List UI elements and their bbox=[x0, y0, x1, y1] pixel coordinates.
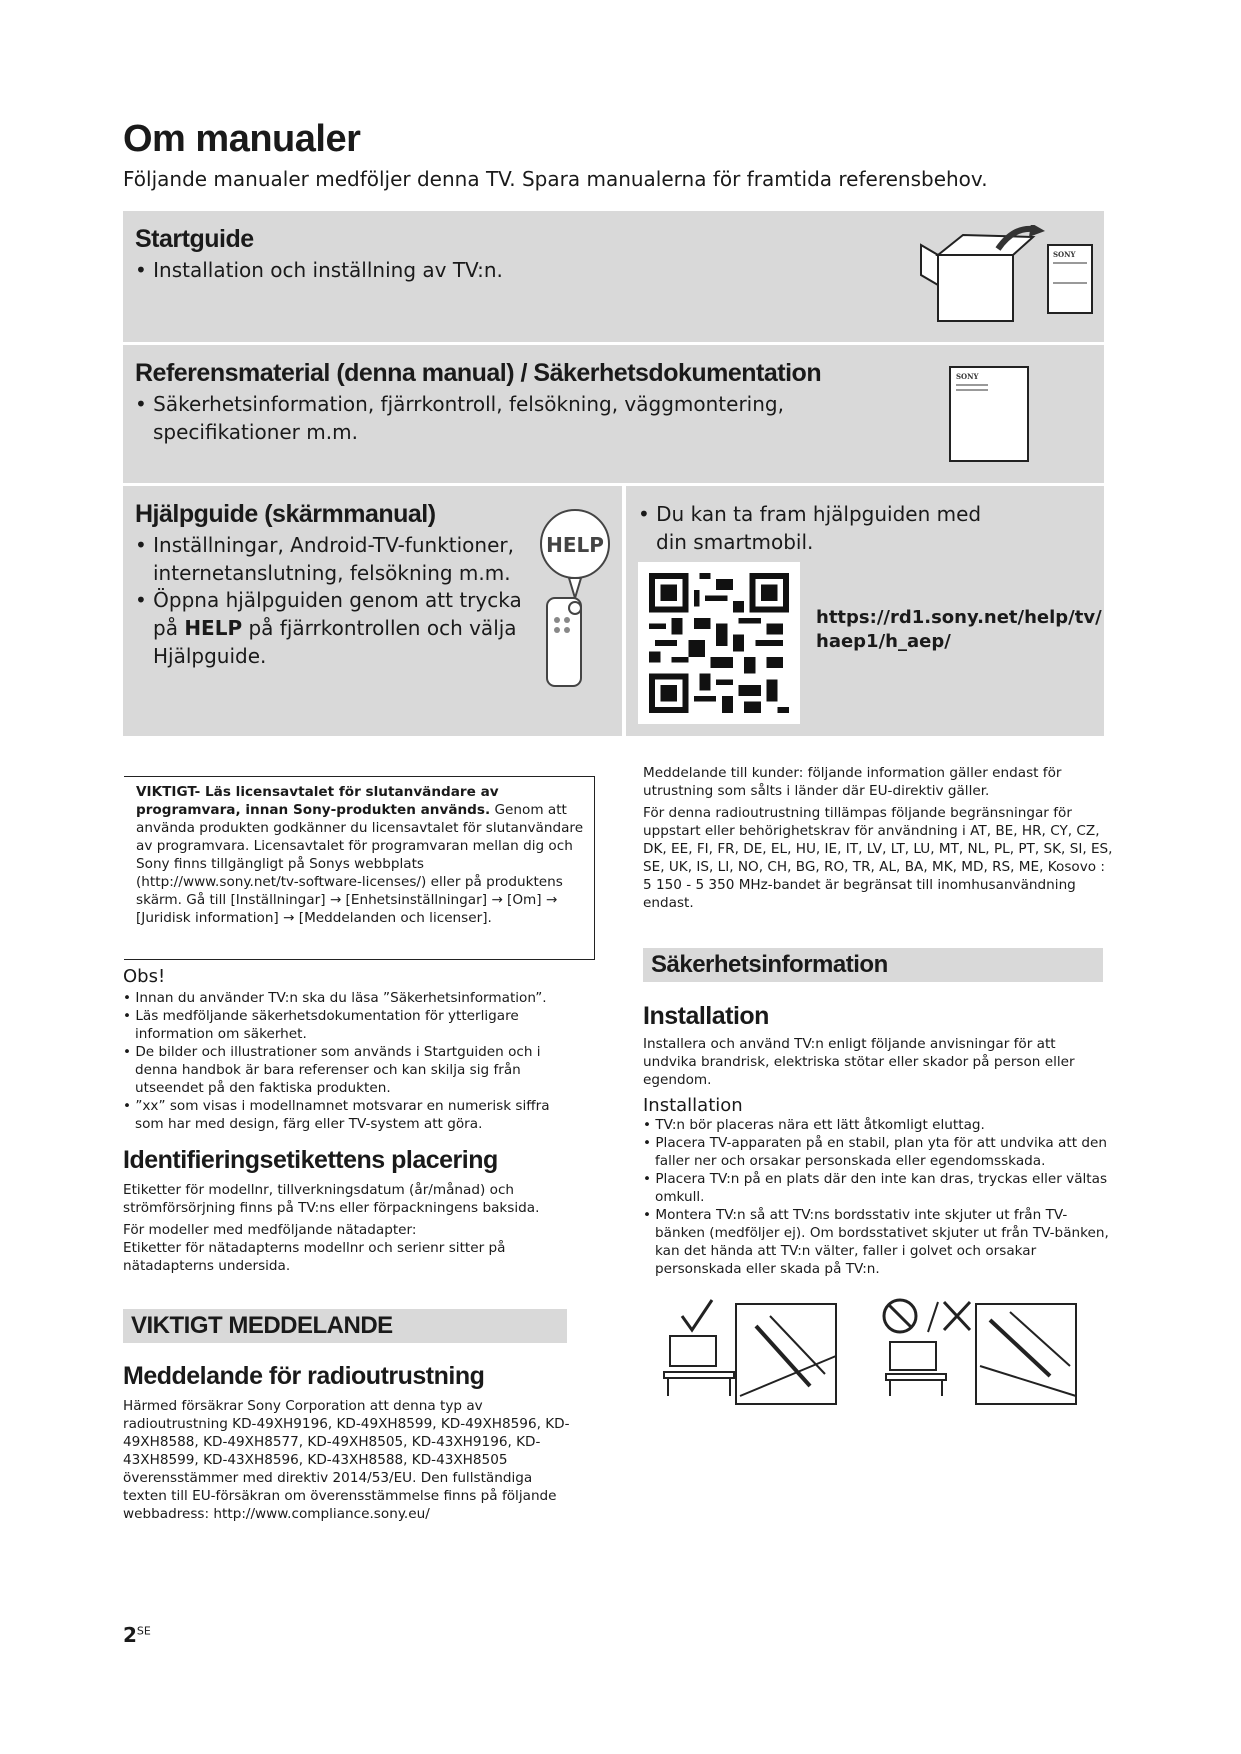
installation-text: Installera och använd TV:n enligt följande anvisningar för att undvika brandrisk, elektriska stötar eller skador på person eller egendom. bbox=[643, 1036, 1075, 1088]
ident-heading: Identifieringsetikettens placering bbox=[123, 1146, 498, 1174]
checkmark-icon bbox=[682, 1300, 712, 1330]
ident-p1: Etiketter för modellnr, tillverkningsdatum (år/månad) och strömförsörjning finns på TV:ns eller förpackningens baksida. bbox=[123, 1182, 540, 1216]
tv-stand-illustration bbox=[660, 1296, 1100, 1416]
kund-p1: Meddelande till kunder: följande information gäller endast för utrustning som sålts i länder där EU-direktiv gäller. bbox=[643, 765, 1062, 799]
installation-item: • Placera TV-apparaten på en stabil, plan yta för att undvika att den faller ner och orsakar personskada eller egendomsskada. bbox=[643, 1134, 1113, 1170]
radio-heading: Meddelande för radioutrustning bbox=[123, 1362, 485, 1390]
startguide-heading: Startguide bbox=[135, 225, 254, 253]
startguide-bullet: • Installation och inställning av TV:n. bbox=[135, 256, 503, 284]
installation-item: • TV:n bör placeras nära ett lätt åtkomligt eluttag. bbox=[643, 1116, 1113, 1134]
sakerhet-heading: Säkerhetsinformation bbox=[643, 948, 1103, 982]
ident-section bbox=[123, 1146, 568, 1275]
obs-item: • Läs medföljande säkerhetsdokumentation för ytterligare information om säkerhet. bbox=[123, 1007, 563, 1043]
startguide-panel bbox=[123, 211, 1104, 342]
manual-booklet-illustration bbox=[948, 365, 1030, 465]
radio-text: Härmed försäkrar Sony Corporation att denna typ av radioutrustning KD-49XH9196, KD-49XH8599, KD-49XH8596, KD-49XH8588, KD-49XH8577, KD-49XH8505, KD-43XH9196, KD-43XH8599, KD-43XH8596, KD-43XH8588, KD-43XH8505 överensstämmer med direktiv 2014/53/EU. Den fullständiga texten till EU-försäkran om överensstämmelse finns på följande webbadress: http://www.compliance.sony.eu/ bbox=[123, 1398, 570, 1522]
obs-item: • De bilder och illustrationer som används i Startguiden och i denna handbok är bara referenser och kan skilja sig från utseendet på den faktiska produkten. bbox=[123, 1043, 563, 1097]
obs-heading: Obs! bbox=[123, 966, 166, 987]
installation-heading: Installation bbox=[643, 1002, 769, 1030]
license-box: VIKTIGT- Läs licensavtalet för slutanvändare av programvara, innan Sony-produkten används. Genom att använda produkten godkänner du licensavtalet för slutanvändare av programvara. Licensavtalet för programvaran mellan dig och Sony finns tillgängligt på Sonys webbplats (http://www.sony.net/tv-software-licenses/) eller på produktens skärm. Gå till [Inställningar] → [Enhetsinställningar] → [Om] → [Juridisk information] → [Meddelanden och licenser]. bbox=[124, 776, 595, 960]
installation-subheading: Installation bbox=[643, 1095, 743, 1116]
viktigt-heading: VIKTIGT MEDDELANDE bbox=[123, 1309, 567, 1343]
kund-p2: För denna radioutrustning tillämpas följande begränsningar för uppstart eller behörighetskrav för användning i AT, BE, HR, CY, CZ, DK, EE, FI, FR, DE, EL, HU, IE, IT, LV, LT, LU, MT, NL, PL, PT, SK, SI, ES, SE, UK, IS, LI, NO, CH, BG, RO, TR, AL, BA, MK, MD, RS, ME, Kosovo : 5 150 - 5 350 MHz-bandet är begränsat till inomhusanvändning endast. bbox=[643, 805, 1113, 911]
ident-p2: För modeller med medföljande nätadapter: bbox=[123, 1222, 417, 1238]
obs-item: • Innan du använder TV:n ska du läsa ”Säkerhetsinformation”. bbox=[123, 989, 563, 1007]
hjalpguide-heading: Hjälpguide (skärmmanual) bbox=[135, 500, 436, 528]
help-url[interactable]: https://rd1.sony.net/help/tv/ haep1/h_aep/ bbox=[816, 607, 1102, 652]
installation-item: • Montera TV:n så att TV:ns bordsstativ inte skjuter ut från TV-bänken (medföljer ej). Om bordsstativet skjuter ut från TV-bänken, kan det hända att TV:n välter, faller i golvet och orsakar personskada eller skada på TV:n. bbox=[643, 1206, 1113, 1278]
hjalpguide-panel bbox=[123, 486, 622, 736]
referens-heading: Referensmaterial (denna manual) / Säkerhetsdokumentation bbox=[135, 359, 822, 387]
qr-code bbox=[638, 562, 800, 724]
mobile-help-bullet: • Du kan ta fram hjälpguiden med din smartmobil. bbox=[638, 500, 1016, 556]
help-button-label: HELP bbox=[546, 533, 604, 557]
mobile-help-panel bbox=[626, 486, 1104, 736]
page-title: Om manualer bbox=[123, 118, 361, 160]
obs-item: • ”xx” som visas i modellnamnet motsvarar en numerisk siffra som har med design, färg eller TV-system att göra. bbox=[123, 1097, 563, 1133]
installation-item: • Placera TV:n på en plats där den inte kan dras, tryckas eller vältas omkull. bbox=[643, 1170, 1113, 1206]
hjalpguide-bullet-2: • Öppna hjälpguiden genom att trycka på HELP på fjärrkontrollen och välja Hjälpguide. bbox=[135, 586, 533, 670]
ident-p3: Etiketter för nätadapterns modellnr och serienr sitter på nätadapterns undersida. bbox=[123, 1240, 506, 1274]
kund-section bbox=[643, 764, 1113, 912]
referens-panel bbox=[123, 345, 1104, 483]
obs-section bbox=[123, 966, 563, 1133]
radio-section bbox=[123, 1362, 578, 1523]
sony-logo-2: SONY bbox=[956, 372, 979, 381]
cross-icon bbox=[944, 1302, 970, 1330]
intro-text: Följande manualer medföljer denna TV. Spara manualerna för framtida referensbehov. bbox=[123, 167, 988, 191]
remote-help-illustration bbox=[535, 508, 615, 690]
sony-logo: SONY bbox=[1053, 250, 1076, 259]
referens-bullet: • Säkerhetsinformation, fjärrkontroll, felsökning, väggmontering, specifikationer m.m. bbox=[135, 390, 793, 446]
page-number: $2^{SE}$ bbox=[123, 1623, 151, 1647]
installation-section bbox=[643, 1002, 1113, 1278]
hjalpguide-bullet-1: • Inställningar, Android-TV-funktioner, internetanslutning, felsökning m.m. bbox=[135, 531, 533, 587]
tv-box-illustration bbox=[903, 225, 1093, 325]
